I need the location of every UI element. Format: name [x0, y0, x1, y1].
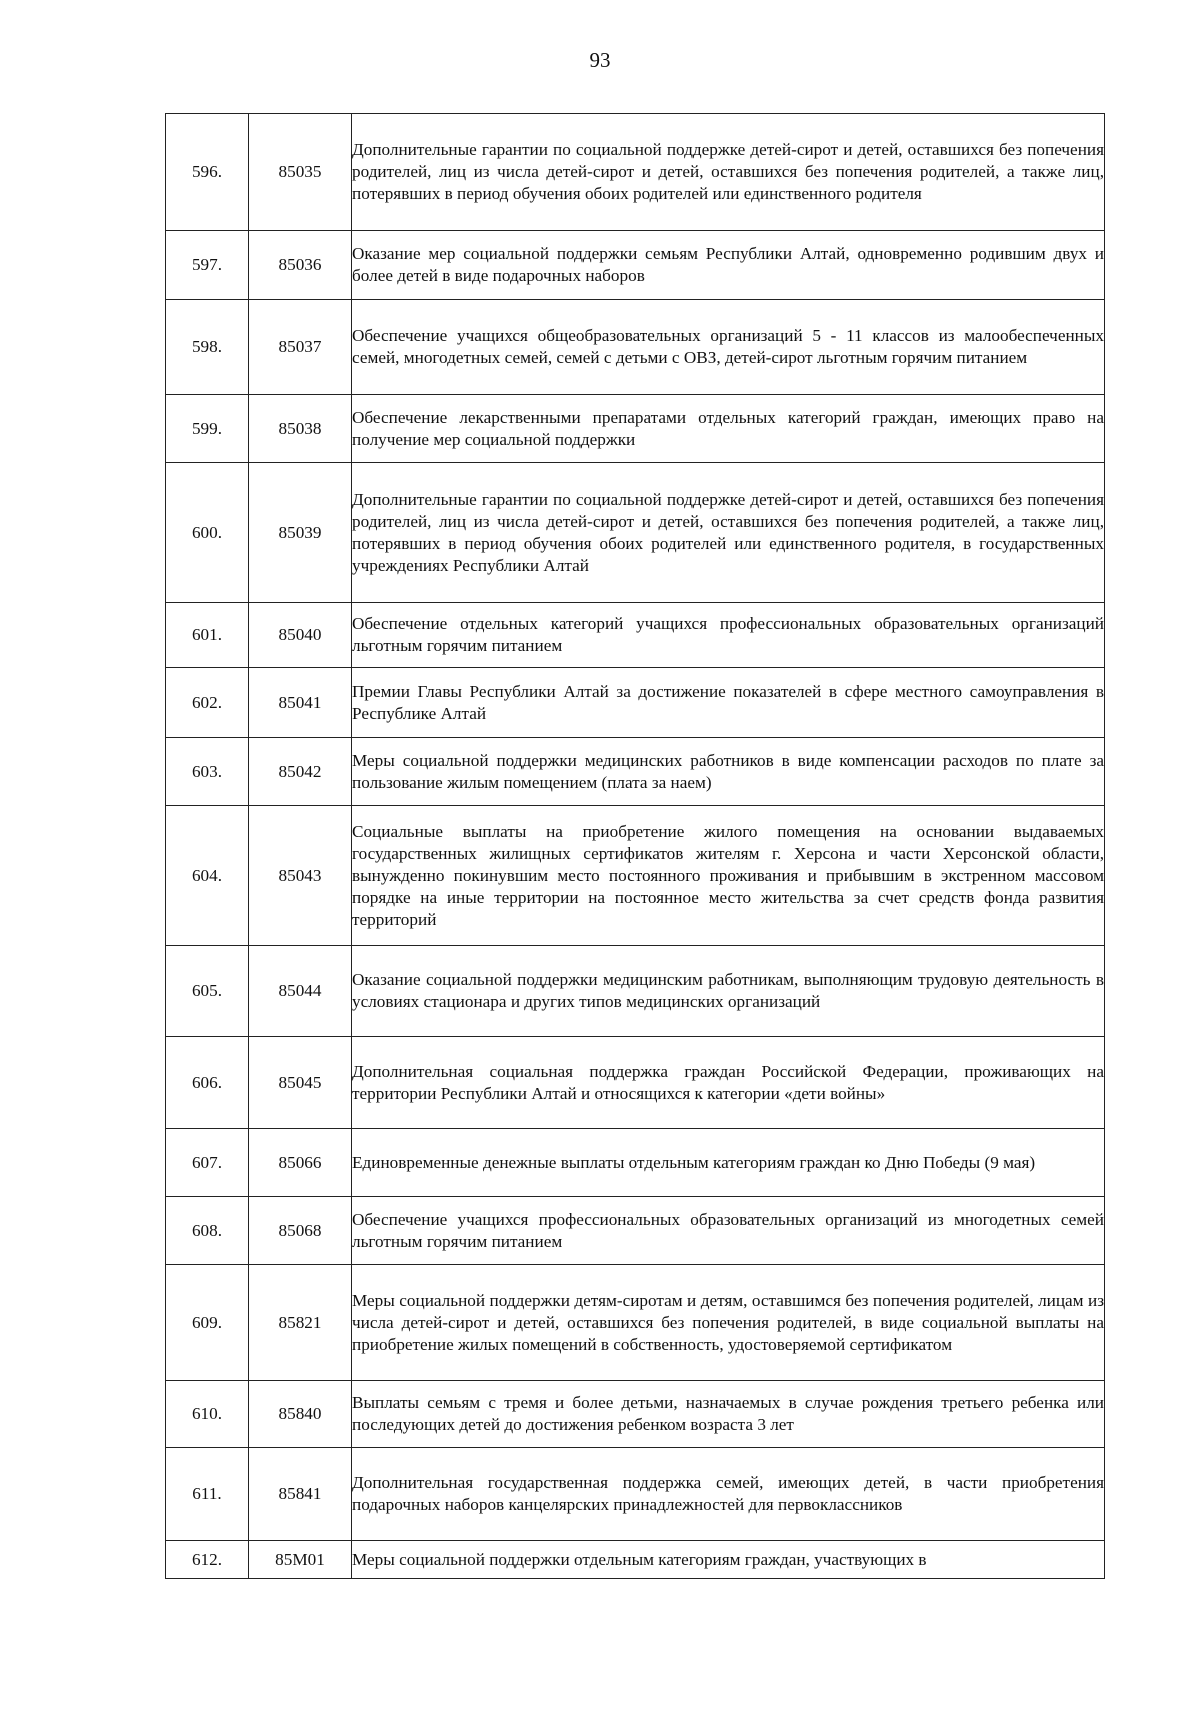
row-number: 601.	[166, 603, 249, 668]
table-row	[166, 395, 1105, 463]
row-number: 604.	[166, 806, 249, 946]
table-row	[166, 1129, 1105, 1197]
row-code: 85042	[249, 738, 352, 806]
row-code: 85М01	[249, 1541, 352, 1579]
row-number: 608.	[166, 1197, 249, 1265]
row-code: 85040	[249, 603, 352, 668]
row-code: 85041	[249, 668, 352, 738]
row-code: 85045	[249, 1037, 352, 1129]
table-row	[166, 1265, 1105, 1381]
table-row	[166, 738, 1105, 806]
row-code: 85840	[249, 1381, 352, 1448]
row-description: Обеспечение лекарственными препаратами отдельных категорий граждан, имеющих право на получение мер социальной поддержки	[352, 395, 1105, 463]
row-description: Дополнительные гарантии по социальной поддержке детей-сирот и детей, оставшихся без попечения родителей, лиц из числа детей-сирот и детей, оставшихся без попечения родителей, а также лиц, потерявших в период обучения обоих родителей или единственного родителя	[352, 114, 1105, 231]
row-description: Оказание мер социальной поддержки семьям Республики Алтай, одновременно родившим двух и более детей в виде подарочных наборов	[352, 231, 1105, 300]
row-code: 85036	[249, 231, 352, 300]
row-code: 85035	[249, 114, 352, 231]
row-code: 85038	[249, 395, 352, 463]
row-number: 610.	[166, 1381, 249, 1448]
row-description: Оказание социальной поддержки медицинским работникам, выполняющим трудовую деятельность в условиях стационара и других типов медицинских организаций	[352, 946, 1105, 1037]
table-row	[166, 1197, 1105, 1265]
table-row	[166, 946, 1105, 1037]
row-code: 85821	[249, 1265, 352, 1381]
table-row	[166, 1448, 1105, 1541]
table-row	[166, 603, 1105, 668]
table-row	[166, 1541, 1105, 1579]
table-row	[166, 1037, 1105, 1129]
row-number: 599.	[166, 395, 249, 463]
row-description: Дополнительные гарантии по социальной поддержке детей-сирот и детей, оставшихся без попечения родителей, лиц из числа детей-сирот и детей, оставшихся без попечения родителей, а также лиц, потерявших в период обучения обоих родителей или единственного родителя, в государственных учреждениях Республики Алтай	[352, 463, 1105, 603]
row-number: 606.	[166, 1037, 249, 1129]
row-number: 597.	[166, 231, 249, 300]
table-row	[166, 806, 1105, 946]
row-description: Дополнительная социальная поддержка граждан Российской Федерации, проживающих на территории Республики Алтай и относящихся к категории «дети войны»	[352, 1037, 1105, 1129]
row-description: Меры социальной поддержки отдельным категориям граждан, участвующих в	[352, 1541, 1105, 1579]
row-number: 602.	[166, 668, 249, 738]
row-number: 600.	[166, 463, 249, 603]
row-code: 85068	[249, 1197, 352, 1265]
row-number: 611.	[166, 1448, 249, 1541]
row-code: 85044	[249, 946, 352, 1037]
table-row	[166, 300, 1105, 395]
row-description: Обеспечение учащихся профессиональных образовательных организаций из многодетных семей льготным горячим питанием	[352, 1197, 1105, 1265]
table-row	[166, 231, 1105, 300]
row-code: 85066	[249, 1129, 352, 1197]
row-description: Дополнительная государственная поддержка семей, имеющих детей, в части приобретения подарочных наборов канцелярских принадлежностей для первоклассников	[352, 1448, 1105, 1541]
row-code: 85841	[249, 1448, 352, 1541]
row-description: Обеспечение отдельных категорий учащихся профессиональных образовательных организаций льготным горячим питанием	[352, 603, 1105, 668]
row-number: 612.	[166, 1541, 249, 1579]
table-row	[166, 114, 1105, 231]
row-number: 596.	[166, 114, 249, 231]
table-row	[166, 463, 1105, 603]
row-description: Единовременные денежные выплаты отдельным категориям граждан ко Дню Победы (9 мая)	[352, 1129, 1105, 1197]
row-number: 605.	[166, 946, 249, 1037]
row-description: Меры социальной поддержки медицинских работников в виде компенсации расходов по плате за пользование жилым помещением (плата за наем)	[352, 738, 1105, 806]
table-body	[166, 114, 1105, 1579]
table-row	[166, 1381, 1105, 1448]
row-number: 603.	[166, 738, 249, 806]
row-number: 598.	[166, 300, 249, 395]
row-code: 85039	[249, 463, 352, 603]
row-code: 85043	[249, 806, 352, 946]
row-number: 609.	[166, 1265, 249, 1381]
row-description: Премии Главы Республики Алтай за достижение показателей в сфере местного самоуправления в Республике Алтай	[352, 668, 1105, 738]
table-row	[166, 668, 1105, 738]
row-description: Социальные выплаты на приобретение жилого помещения на основании выдаваемых государственных жилищных сертификатов жителям г. Херсона и части Херсонской области, вынужденно покинувшим место постоянного проживания и прибывшим в экстренном массовом порядке на иные территории на постоянное место жительства за счет средств фонда развития территорий	[352, 806, 1105, 946]
row-description: Меры социальной поддержки детям-сиротам и детям, оставшимся без попечения родителей, лицам из числа детей-сирот и детей, оставшихся без попечения родителей, в виде социальной выплаты на приобретение жилых помещений в собственность, удостоверяемой сертификатом	[352, 1265, 1105, 1381]
row-code: 85037	[249, 300, 352, 395]
row-description: Выплаты семьям с тремя и более детьми, назначаемых в случае рождения третьего ребенка или последующих детей до достижения ребенком возраста 3 лет	[352, 1381, 1105, 1448]
row-description: Обеспечение учащихся общеобразовательных организаций 5 - 11 классов из малообеспеченных семей, многодетных семей, семей с детьми с ОВЗ, детей-сирот льготным горячим питанием	[352, 300, 1105, 395]
page-number: 93	[589, 48, 611, 72]
row-number: 607.	[166, 1129, 249, 1197]
budget-classification-table	[165, 113, 1105, 1579]
